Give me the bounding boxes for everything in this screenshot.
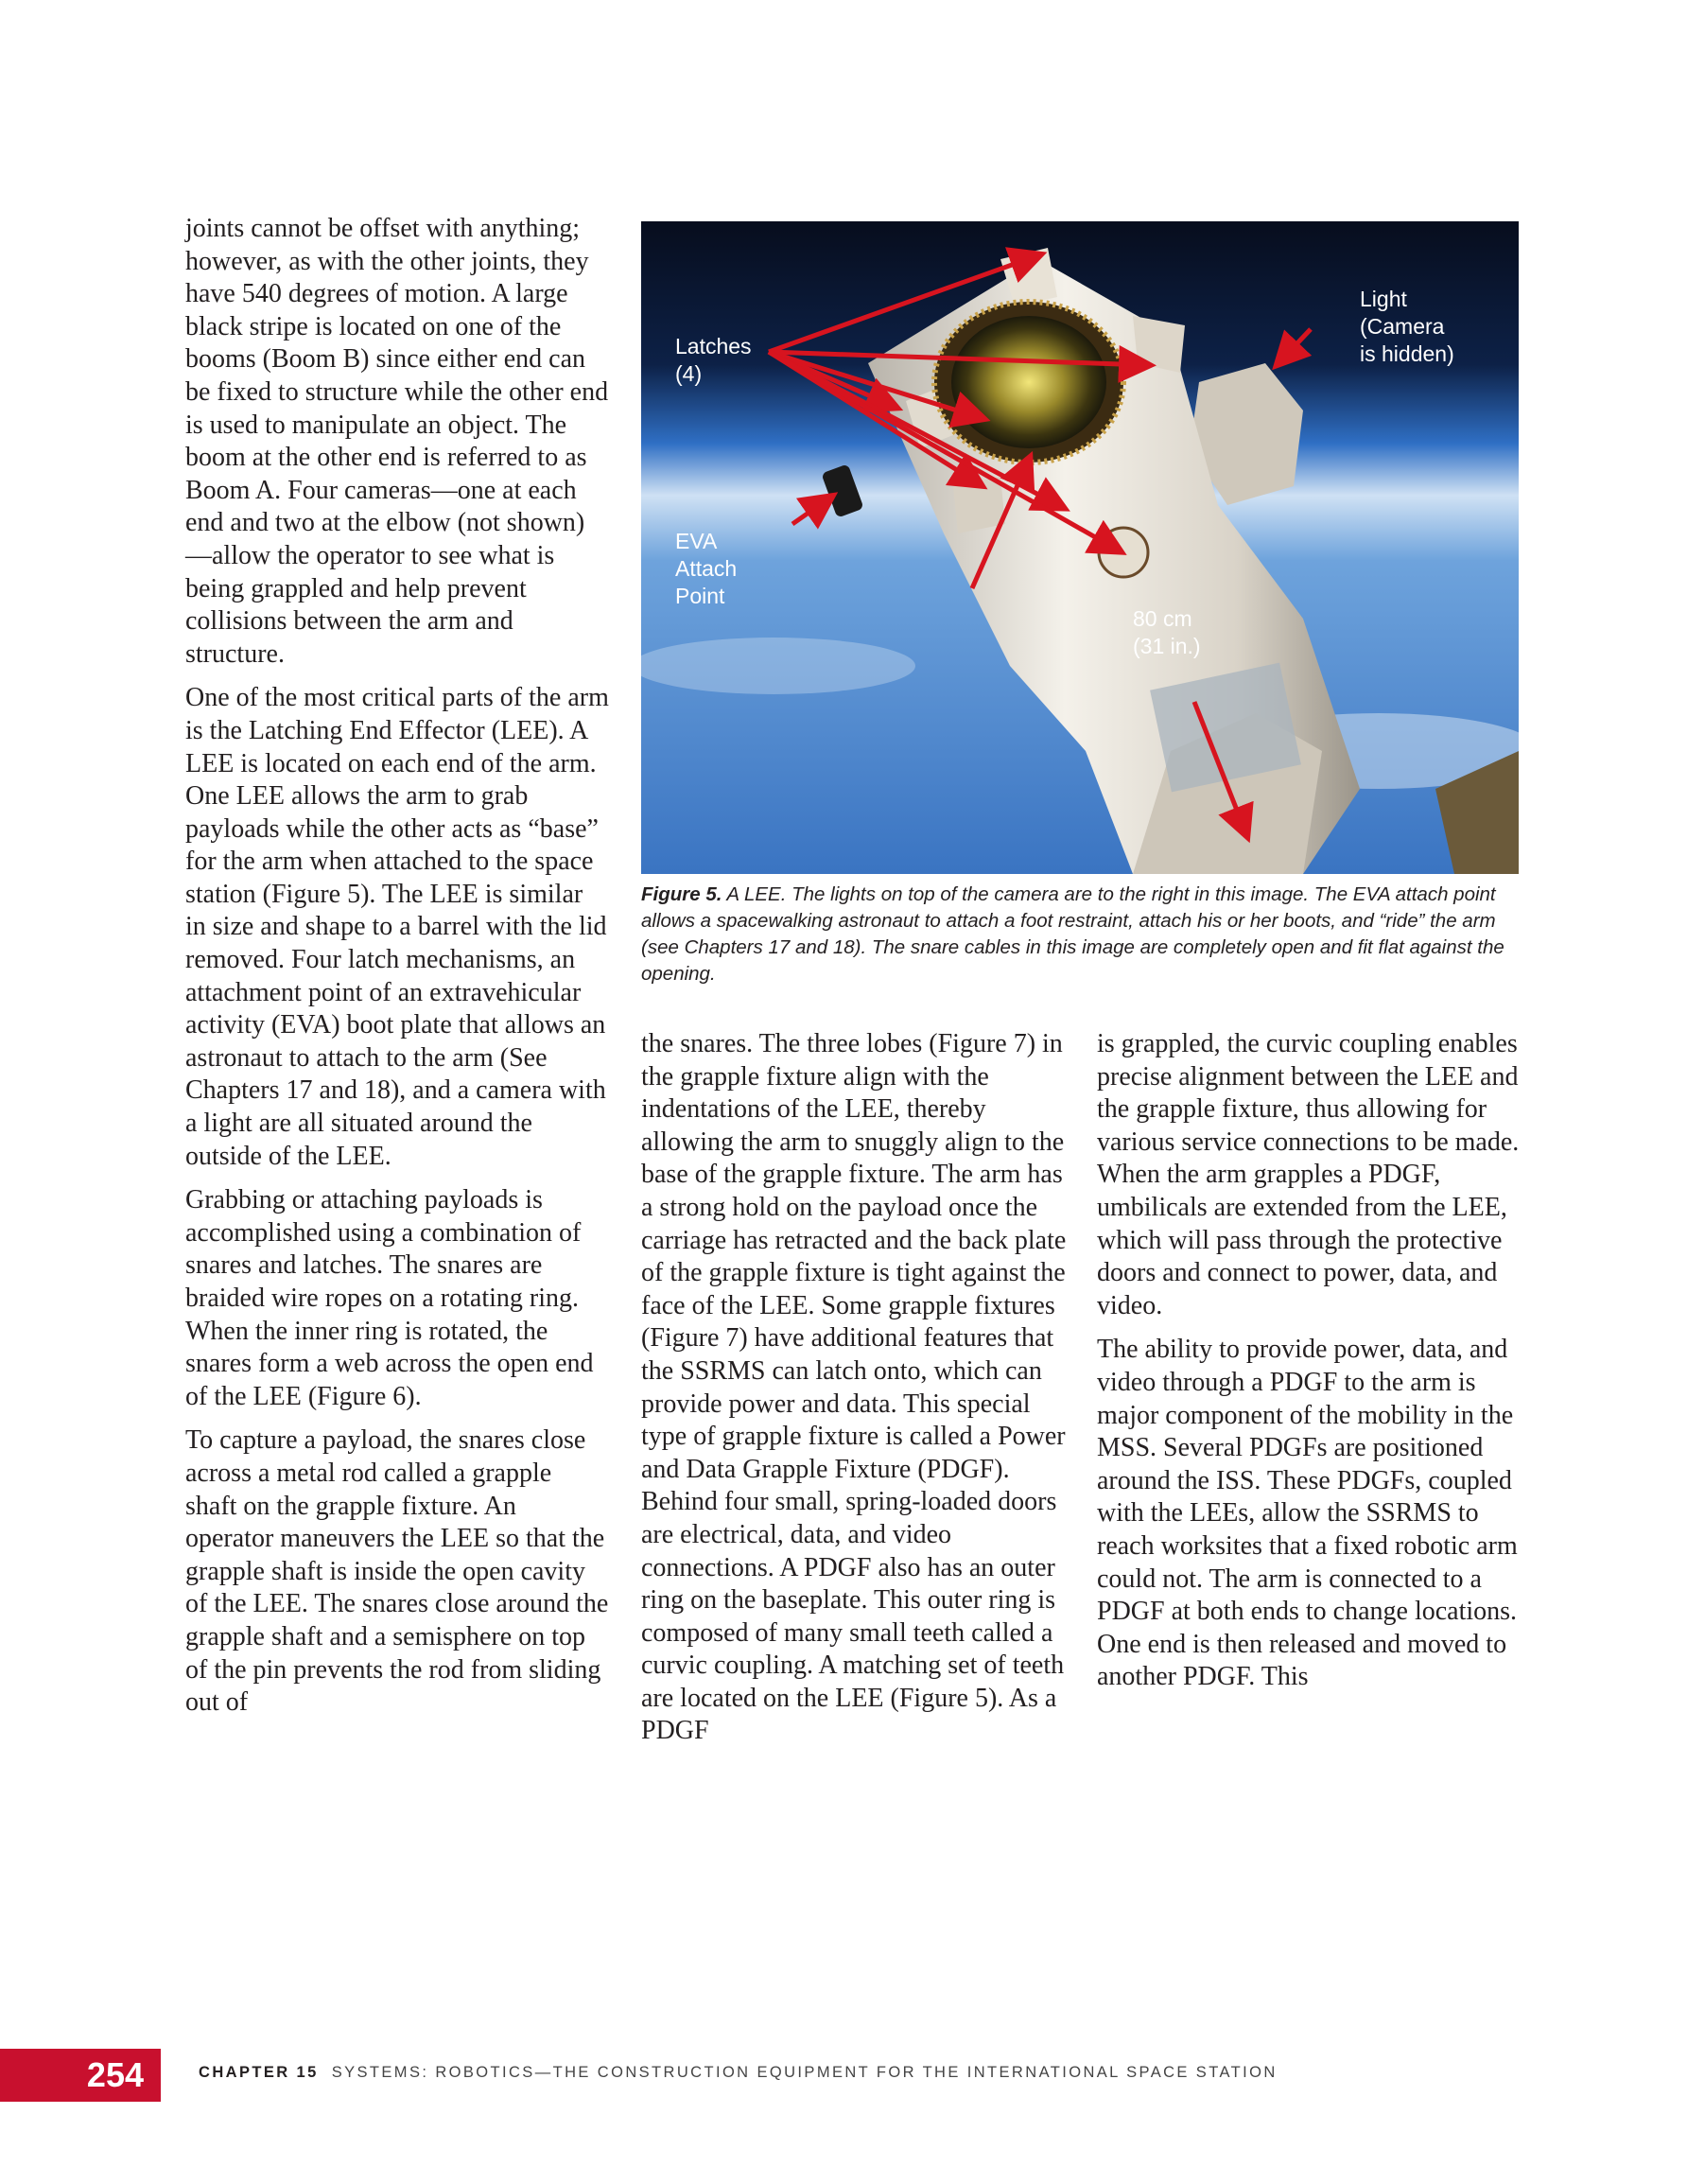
footer-chapter: CHAPTER 15 [199, 2064, 319, 2081]
page-number: 254 [86, 2055, 144, 2094]
text-column-middle [641, 1028, 1069, 1748]
callout-dimension: 80 cm (31 in.) [1133, 606, 1201, 658]
callout-latches: Latches (4) [675, 334, 752, 386]
figure-caption-text: A LEE. The lights on top of the camera are to the right in this image. The EVA attach point allows a spacewalking astronaut to attach a foot restraint, attach his or her boots, and “ride” the arm (see Chapters 17 and 18). The snare cables in this image are completely open and fit flat against the opening. [641, 883, 1504, 985]
paragraph: Grabbing or attaching payloads is accomplished using a combination of snares and latches. The snares are braided wire ropes on a rotating ring. When the inner ring is rotated, the snares form a web across the open end of the LEE (Figure 6). [185, 1185, 594, 1411]
footer-title: SYSTEMS: ROBOTICS—THE CONSTRUCTION EQUIPMENT FOR THE INTERNATIONAL SPACE STATION [331, 2064, 1278, 2081]
callout-eva-attach-point: EVA Attach Point [675, 529, 738, 608]
paragraph: the snares. The three lobes (Figure 7) in the grapple fixture align with the indentations of the LEE, thereby allowing the arm to snuggly align to the base of the grapple fixture. The arm has a strong hold on the payload once the carriage has retracted and the back plate of the grapple fixture is tight against the face of the LEE. Some grapple fixtures (Figure 7) have additional features that the SSRMS can latch onto, which can provide power and data. This special type of grapple fixture is called a Power and Data Grapple Fixture (PDGF). Behind four small, spring-loaded doors are electrical, data, and video connections. A PDGF also has an outer ring on the baseplate. This outer ring is composed of many small teeth called a curvic coupling. A matching set of teeth are located on the LEE (Figure 5). As a PDGF [641, 1029, 1067, 1746]
callout-light: Light (Camera is hidden) [1360, 287, 1454, 366]
figure-label: Figure 5. [641, 883, 722, 905]
paragraph: The ability to provide power, data, and video through a PDGF to the arm is major component of the mobility in the MSS. Several PDGFs are positioned around the ISS. These PDGFs, coupled with the LEEs, allow the SSRMS to reach worksites that a fixed robotic arm could not. The arm is connected to a PDGF at both ends to change locations. One end is then released and moved to another PDGF. This [1097, 1335, 1518, 1692]
paragraph: One of the most critical parts of the arm is the Latching End Effector (LEE). A LEE is located on each end of the arm. One LEE allows the arm to grab payloads while the other acts as “base” for the arm when attached to the space station (Figure 5). The LEE is similar in size and shape to a barrel with the lid removed. Four latch mechanisms, an attachment point of an extravehicular activity (EVA) boot plate that allows an astronaut to attach to the arm (See Chapters 17 and 18), and a camera with a light are all situated around the outside of the LEE. [185, 683, 609, 1171]
text-column-right [1097, 1028, 1521, 1694]
page-number-badge [0, 2049, 161, 2102]
running-footer [199, 2064, 1278, 2082]
paragraph: To capture a payload, the snares close across a metal rod called a grapple shaft on the grapple fixture. An operator maneuvers the LEE so that the grapple shaft is inside the open cavity of the LEE. The snares close around the grapple shaft and a semisphere on top of the pin prevents the rod from sliding out of [185, 1425, 609, 1718]
paragraph: is grappled, the curvic coupling enables precise alignment between the LEE and the grapple fixture, thus allowing for various service connections to be made. When the arm grapples a PDGF, umbilicals are extended from the LEE, which will pass through the protective doors and connect to power, data, and video. [1097, 1029, 1520, 1320]
figure-photo-lee [641, 221, 1519, 874]
text-column-left [185, 213, 609, 1720]
paragraph: joints cannot be offset with anything; however, as with the other joints, they have 540 degrees of motion. A large black stripe is located on one of the booms (Boom B) since either end can be fixed to structure while the other end is used to manipulate an object. The boom at the other end is referred to as Boom A. Four cameras—one at each end and two at the elbow (not shown)—allow the operator to see what is being grappled and help prevent collisions between the arm and structure. [185, 214, 609, 669]
figure-caption [641, 882, 1521, 987]
